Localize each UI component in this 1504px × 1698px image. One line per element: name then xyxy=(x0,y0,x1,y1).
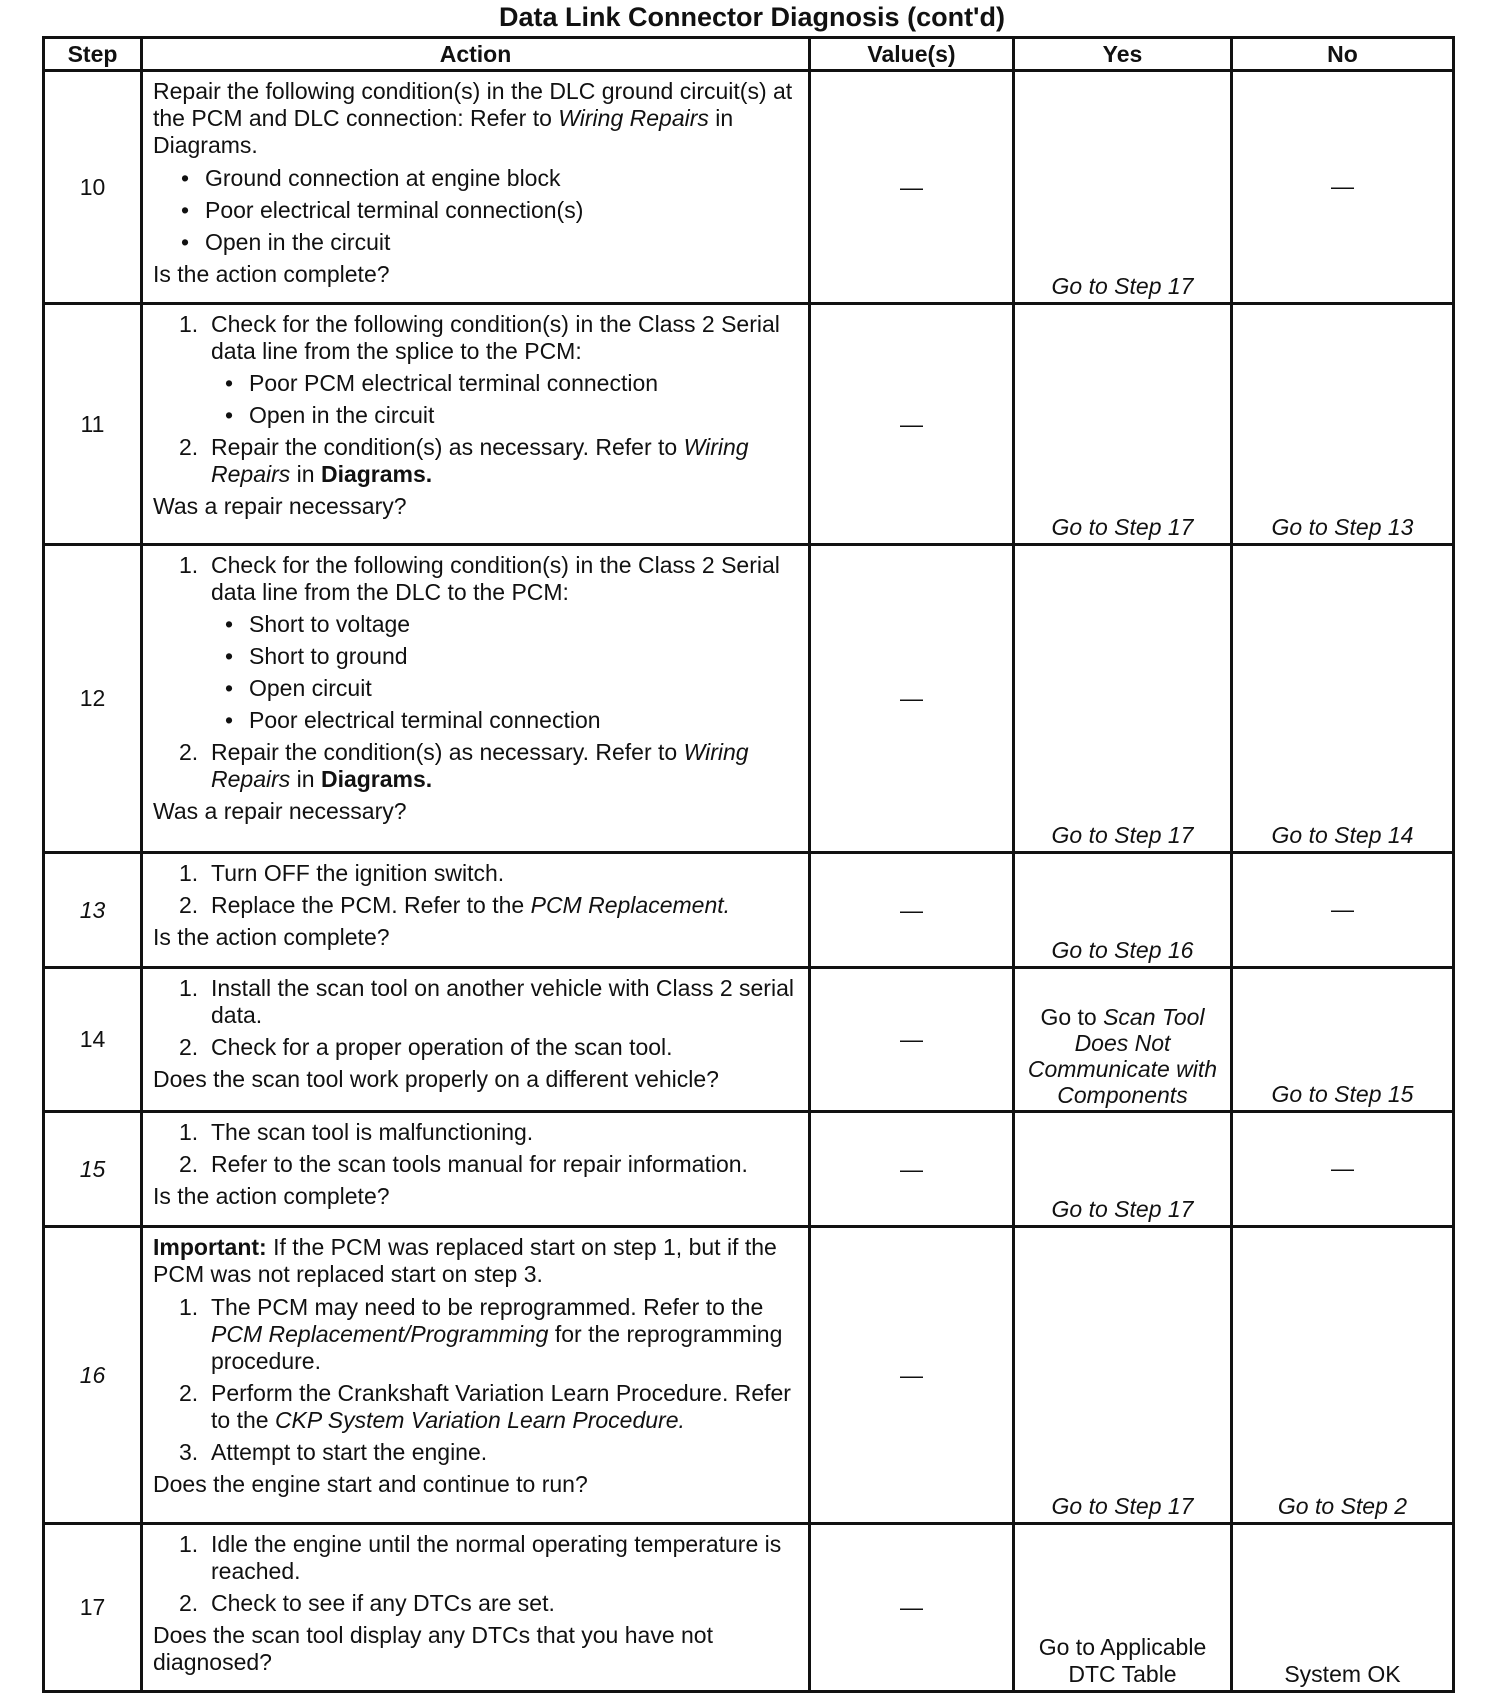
numbered-item: 2. Refer to the scan tools manual for repair information. xyxy=(179,1151,748,1177)
action-cell xyxy=(142,853,810,968)
numbered-item: 1. Idle the engine until the normal operating temperature is reached. xyxy=(179,1531,782,1584)
no-cell: Go to Step 13 xyxy=(1232,304,1454,545)
table-row xyxy=(44,304,1454,545)
header-no: No xyxy=(1232,38,1454,71)
list-item: • Poor electrical terminal connection xyxy=(225,707,601,733)
value-cell xyxy=(810,1112,1014,1227)
no-cell xyxy=(1232,853,1454,968)
dash-value: — xyxy=(900,173,923,200)
numbered-item: 3. Attempt to start the engine. xyxy=(179,1439,488,1465)
numbered-item: 1. Check for the following condition(s) in the Class 2 Serial data line from the splice to the PCM: xyxy=(179,311,780,364)
table-row xyxy=(44,968,1454,1112)
action-cell xyxy=(142,1112,810,1227)
list-item: • Open in the circuit xyxy=(225,402,435,428)
step-number: 11 xyxy=(44,304,142,545)
step-number: 15 xyxy=(44,1112,142,1227)
action-question: Does the scan tool display any DTCs that you have not diagnosed? xyxy=(153,1622,713,1675)
list-item: • Open circuit xyxy=(225,675,372,701)
numbered-item: 1. Turn OFF the ignition switch. xyxy=(179,860,505,886)
action-question: Is the action complete? xyxy=(153,261,390,287)
header-row xyxy=(44,38,1454,71)
action-question: Was a repair necessary? xyxy=(153,798,407,824)
no-cell: Go to Step 15 xyxy=(1232,968,1454,1112)
yes-cell: Go to Step 17 xyxy=(1014,1112,1232,1227)
page-title: Data Link Connector Diagnosis (cont'd) xyxy=(499,2,1005,32)
no-cell xyxy=(1232,71,1454,304)
value-cell xyxy=(810,853,1014,968)
action-cell xyxy=(142,545,810,853)
yes-cell: Go to Step 17 xyxy=(1014,71,1232,304)
step-number: 12 xyxy=(44,545,142,853)
numbered-item: 1. The scan tool is malfunctioning. xyxy=(179,1119,534,1145)
header-action: Action xyxy=(142,38,810,71)
list-item: • Short to voltage xyxy=(225,611,411,637)
step-number: 16 xyxy=(44,1227,142,1524)
list-item: • Short to ground xyxy=(225,643,408,669)
table-row xyxy=(44,1112,1454,1227)
table-row xyxy=(44,71,1454,304)
no-cell: Go to Step 14 xyxy=(1232,545,1454,853)
dash-value: — xyxy=(900,896,923,923)
yes-cell: Go to Applicable DTC Table xyxy=(1014,1524,1232,1692)
header-values: Value(s) xyxy=(810,38,1014,71)
dash-value: — xyxy=(1331,172,1354,199)
dash-value: — xyxy=(900,1361,923,1388)
table-row xyxy=(44,1524,1454,1692)
action-cell xyxy=(142,1524,810,1692)
action-cell xyxy=(142,968,810,1112)
numbered-item: 1. The PCM may need to be reprogrammed. Refer to the PCM Replacement/Programming for the reprogramming procedure. xyxy=(179,1294,783,1374)
yes-cell: Go to Step 17 xyxy=(1014,304,1232,545)
yes-cell: Go to Step 16 xyxy=(1014,853,1232,968)
diagnosis-table xyxy=(42,36,1455,1693)
dash-value: — xyxy=(900,1026,923,1052)
action-text: Repair the following condition(s) in the DLC ground circuit(s) at the PCM and DLC connection: Refer to Wiring Repairs in Diagrams. xyxy=(153,78,793,158)
numbered-item: 2. Check to see if any DTCs are set. xyxy=(179,1590,555,1616)
action-question: Was a repair necessary? xyxy=(153,493,407,519)
dash-value: — xyxy=(900,1155,923,1182)
numbered-item: 2. Replace the PCM. Refer to the PCM Replacement. xyxy=(179,892,731,918)
step-number: 13 xyxy=(44,853,142,968)
yes-cell: Go to Step 17 xyxy=(1014,545,1232,853)
action-cell xyxy=(142,1227,810,1524)
dash-value: — xyxy=(900,410,923,437)
list-item: • Ground connection at engine block xyxy=(181,165,561,191)
no-cell: System OK xyxy=(1232,1524,1454,1692)
action-question: Is the action complete? xyxy=(153,924,390,950)
header-step: Step xyxy=(44,38,142,71)
action-question: Is the action complete? xyxy=(153,1183,390,1209)
list-item: • Open in the circuit xyxy=(181,229,391,255)
table-row xyxy=(44,545,1454,853)
yes-cell: Go to Scan Tool Does Not Communicate with Components xyxy=(1014,968,1232,1112)
dash-value: — xyxy=(900,685,923,711)
list-item: • Poor PCM electrical terminal connection xyxy=(225,370,659,396)
numbered-item: 2. Check for a proper operation of the scan tool. xyxy=(179,1034,673,1060)
numbered-item: 1. Check for the following condition(s) in the Class 2 Serial data line from the DLC to the PCM: xyxy=(179,552,780,605)
list-item: • Poor electrical terminal connection(s) xyxy=(181,197,584,223)
step-number: 17 xyxy=(44,1524,142,1692)
value-cell xyxy=(810,968,1014,1112)
value-cell xyxy=(810,1227,1014,1524)
action-cell xyxy=(142,71,810,304)
table-row xyxy=(44,853,1454,968)
value-cell xyxy=(810,71,1014,304)
numbered-item: 2. Perform the Crankshaft Variation Learn Procedure. Refer to the CKP System Variation Learn Procedure. xyxy=(179,1380,791,1433)
dash-value: — xyxy=(900,1594,923,1620)
value-cell xyxy=(810,545,1014,853)
table-row xyxy=(44,1227,1454,1524)
action-question: Does the scan tool work properly on a different vehicle? xyxy=(153,1066,719,1092)
action-cell xyxy=(142,304,810,545)
numbered-item: 1. Install the scan tool on another vehicle with Class 2 serial data. xyxy=(179,975,794,1028)
important-note: Important: If the PCM was replaced start on step 1, but if the PCM was not replaced start on step 3. xyxy=(153,1234,777,1287)
yes-cell: Go to Step 17 xyxy=(1014,1227,1232,1524)
numbered-item: 2. Repair the condition(s) as necessary. Refer to Wiring Repairs in Diagrams. xyxy=(179,434,749,487)
step-number: 10 xyxy=(44,71,142,304)
action-question: Does the engine start and continue to run? xyxy=(153,1471,588,1497)
no-cell xyxy=(1232,1112,1454,1227)
numbered-item: 2. Repair the condition(s) as necessary. Refer to Wiring Repairs in Diagrams. xyxy=(179,739,749,792)
step-number: 14 xyxy=(44,968,142,1112)
dash-value: — xyxy=(1331,895,1354,922)
no-cell: Go to Step 2 xyxy=(1232,1227,1454,1524)
header-yes: Yes xyxy=(1014,38,1232,71)
value-cell xyxy=(810,304,1014,545)
value-cell xyxy=(810,1524,1014,1692)
dash-value: — xyxy=(1331,1154,1354,1181)
